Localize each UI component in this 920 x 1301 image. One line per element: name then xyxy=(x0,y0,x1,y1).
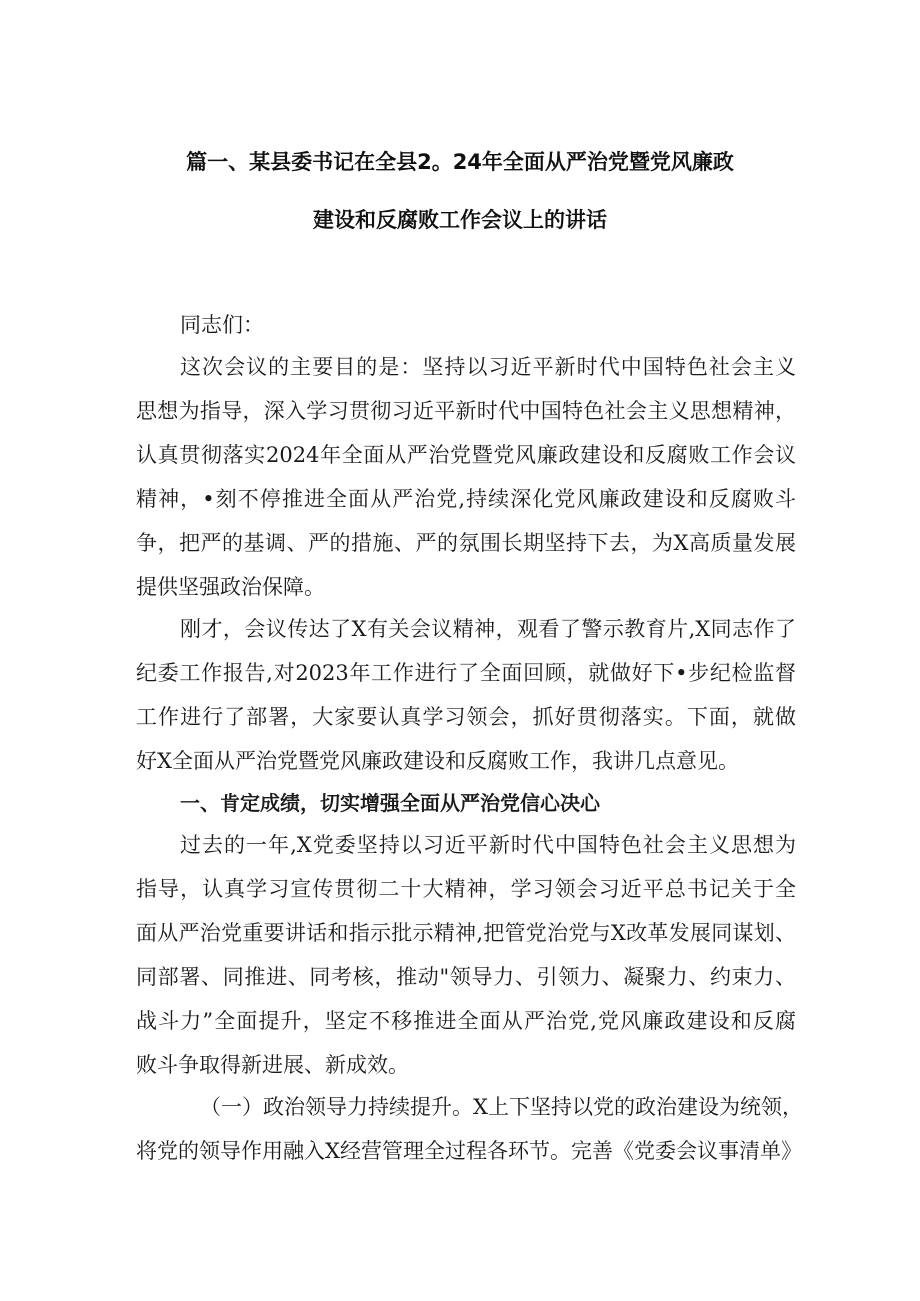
paragraph-line: 认真贯彻落实2024年全面从严治党暨党风廉政建设和反腐败工作会议 xyxy=(136,443,796,467)
paragraph-line: 工作进行了部署，大家要认真学习领会，抓好贯彻落实。下面，就做 xyxy=(136,705,796,729)
paragraph-line: 过去的一年,X党委坚持以习近平新时代中国特色社会主义思想为 xyxy=(180,833,796,857)
paragraph-line: 刚才，会议传达了X有关会议精神，观看了警示教育片,X同志作了 xyxy=(180,617,796,641)
paragraph-line: 纪委工作报告,对2023年工作进行了全面回顾，就做好下•步纪检监督 xyxy=(136,661,796,685)
section-heading: 一、肯定成绩，切实增强全面从严治党信心决心 xyxy=(180,791,600,815)
paragraph-line: 败斗争取得新进展、新成效。 xyxy=(136,1053,409,1077)
paragraph-line: 指导，认真学习宣传贯彻二十大精神，学习领会习近平总书记关于全 xyxy=(136,877,796,901)
paragraph-line: 同部署、同推进、同考核，推动"领导力、引领力、凝聚力、约束力、 xyxy=(136,965,796,989)
paragraph-line: 战斗力”全面提升，坚定不移推进全面从严治党,党风廉政建设和反腐 xyxy=(136,1009,796,1033)
paragraph-line: （一）政治领导力持续提升。X上下坚持以党的政治建设为统领， xyxy=(200,1095,803,1119)
paragraph-line: 提供坚强政治保障。 xyxy=(136,575,325,599)
paragraph-line: 争，把严的基调、严的措施、严的氛围长期坚持下去，为X高质量发展 xyxy=(136,531,796,555)
paragraph-line: 精神，•刻不停推进全面从严治党,持续深化党风廉政建设和反腐败斗 xyxy=(136,487,796,511)
salutation: 同志们： xyxy=(180,313,264,337)
paragraph-line: 思想为指导，深入学习贯彻习近平新时代中国特色社会主义思想精神， xyxy=(136,399,796,423)
paragraph-line: 面从严治党重要讲话和指示批示精神,把管党治党与X改革发展同谋划、 xyxy=(136,921,796,945)
document-title-line-2: 建设和反腐败工作会议上的讲话 xyxy=(313,208,607,232)
paragraph-line: 将党的领导作用融入X经营管理全过程各环节。完善《党委会议事清单》 xyxy=(136,1139,802,1163)
paragraph-line: 好X全面从严治党暨党风廉政建设和反腐败工作，我讲几点意见。 xyxy=(136,749,739,773)
document-title-line-1: 篇一、某县委书记在全县2。24年全面从严治党暨党风廉政 xyxy=(186,150,734,174)
paragraph-line: 这次会议的主要目的是：坚持以习近平新时代中国特色社会主义 xyxy=(180,355,796,379)
